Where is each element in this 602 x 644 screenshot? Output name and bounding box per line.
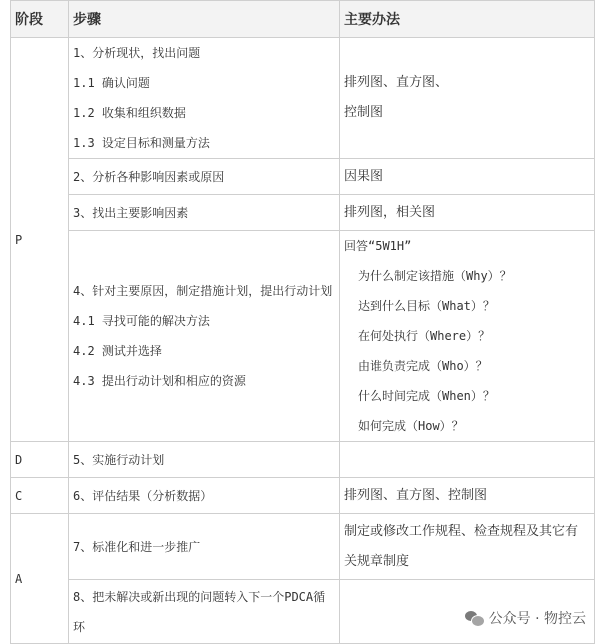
methods-cell [340, 195, 595, 231]
methods-cell [340, 442, 595, 478]
method-line: 由谁负责完成（Who）？ [358, 359, 488, 373]
table-row [11, 478, 595, 514]
watermark-text: 公众号 · 物控云 [488, 611, 586, 627]
steps-cell [69, 38, 340, 159]
step-line: 4.2 测试并选择 [73, 344, 162, 358]
table-row [11, 195, 595, 231]
header-stage: 阶段 [11, 1, 69, 38]
table-row [11, 442, 595, 478]
method-line: 回答“5W1H” [344, 239, 412, 253]
steps-cell [69, 514, 340, 580]
step-line: 2、分析各种影响因素或原因 [73, 169, 225, 184]
steps-cell [69, 195, 340, 231]
step-line: 4.3 提出行动计划和相应的资源 [73, 374, 246, 388]
step-line: 5、实施行动计划 [73, 452, 165, 467]
method-line: 排列图、直方图、 [344, 75, 449, 90]
header-row [11, 1, 595, 38]
watermark [461, 606, 590, 630]
header-methods: 主要办法 [340, 1, 595, 38]
step-line: 1.2 收集和组织数据 [73, 106, 186, 120]
method-line: 控制图 [344, 105, 384, 120]
methods-cell [340, 159, 595, 195]
header-steps: 步骤 [69, 1, 340, 38]
step-line: 1、分析现状，找出问题 [73, 46, 201, 60]
steps-cell [69, 442, 340, 478]
steps-cell [69, 159, 340, 195]
step-line: 4、针对主要原因，制定措施计划，提出行动计划 [73, 284, 333, 298]
method-line: 在何处执行（Where）？ [358, 329, 491, 343]
table-row [11, 38, 595, 159]
pdca-table [10, 0, 595, 644]
stage-cell-p: P [11, 38, 69, 442]
step-line: 4.1 寻找可能的解决方法 [73, 314, 210, 328]
method-line: 达到什么目标（What）？ [358, 299, 495, 313]
step-line: 8、把未解决或新出现的问题转入下一个PDCA循环 [73, 589, 326, 634]
method-line: 制定或修改工作规程、检查规程及其它有关规章制度 [344, 523, 579, 569]
table-row [11, 159, 595, 195]
method-line: 如何完成（How）？ [358, 419, 464, 433]
step-line: 1.1 确认问题 [73, 76, 150, 90]
table-row [11, 514, 595, 580]
steps-cell [69, 580, 340, 644]
step-line: 3、找出主要影响因素 [73, 205, 189, 220]
stage-cell-c: C [11, 478, 69, 514]
table-row [11, 231, 595, 442]
methods-cell [340, 478, 595, 514]
method-line: 什么时间完成（When）？ [358, 389, 495, 403]
method-line: 排列图、直方图、控制图 [344, 487, 488, 503]
step-line: 6、评估结果（分析数据） [73, 488, 213, 503]
methods-cell [340, 514, 595, 580]
method-line: 排列图，相关图 [344, 204, 436, 220]
steps-cell [69, 478, 340, 514]
stage-cell-a: A [11, 514, 69, 644]
methods-cell [340, 38, 595, 159]
methods-cell [340, 231, 595, 442]
method-line: 为什么制定该措施（Why）？ [358, 269, 512, 283]
step-line: 1.3 设定目标和测量方法 [73, 136, 210, 150]
stage-cell-d: D [11, 442, 69, 478]
step-line: 7、标准化和进一步推广 [73, 539, 201, 554]
steps-cell [69, 231, 340, 442]
wechat-icon [465, 609, 483, 627]
method-line: 因果图 [344, 168, 384, 184]
